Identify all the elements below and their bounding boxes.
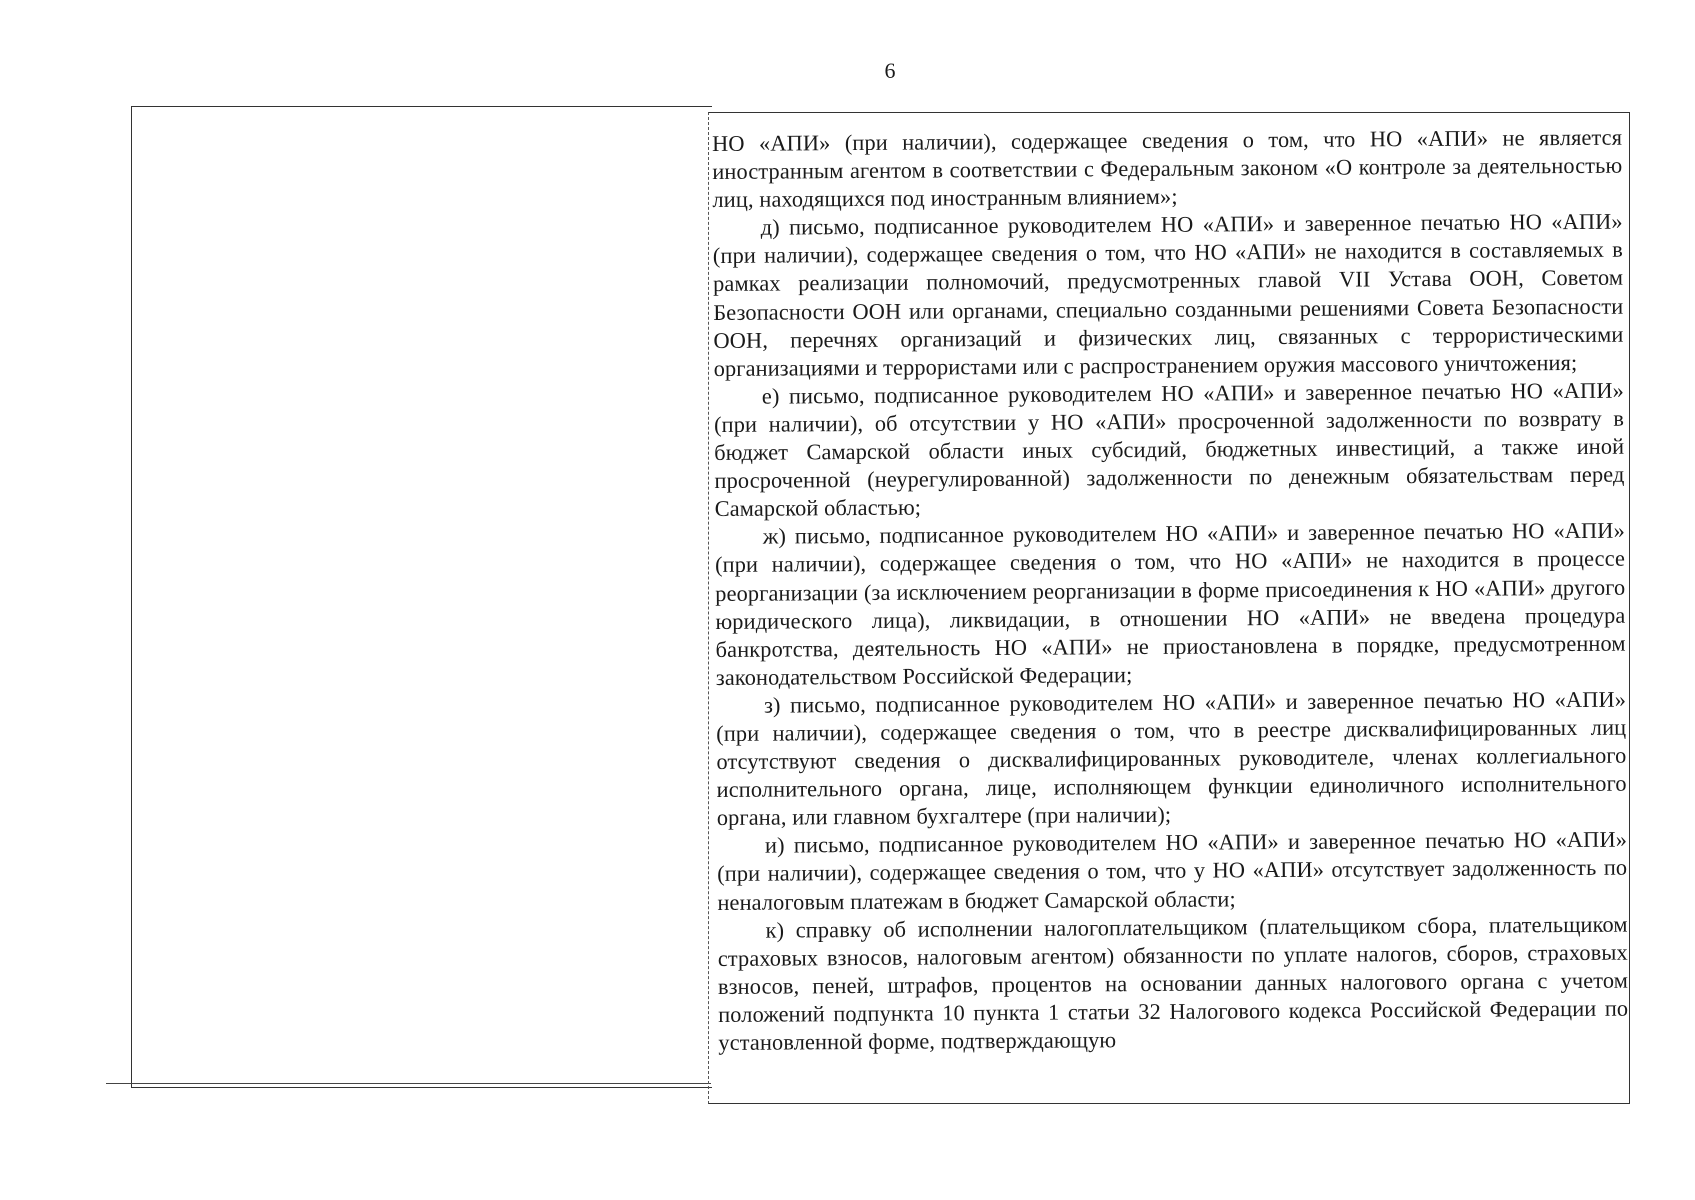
left-frame-bottom-line [106, 1083, 711, 1084]
document-body [712, 124, 1628, 1057]
paragraph-e: е) письмо, подписанное руководителем НО «АПИ» и заверенное печатью НО «АПИ» (при наличии), об отсутствии у НО «АПИ» просроченной задолженности по возврату в бюджет Самарской области иных субсидий, бюджетных инвестиций, а также иной просроченной (неурегулированной) задолженности по денежным обязательствам перед Самарской областью; [713, 377, 1625, 522]
paragraph-z: з) письмо, подписанное руководителем НО «АПИ» и заверенное печатью НО «АПИ» (при наличии), содержащее сведения о том, что в реестре дисквалифицированных лиц отсутствуют сведения о дисквалифицированных руководителе, членах коллегиального исполнительного органа, лице, исполняющем функции единоличного исполнительного органа, или главном бухгалтере (при наличии); [716, 686, 1627, 831]
paragraph-d: д) письмо, подписанное руководителем НО «АПИ» и заверенное печатью НО «АПИ» (при наличии), содержащее сведения о том, что НО «АПИ» не находится в составляемых в рамках реализации полномочий, предусмотренных главой VII Устава ООН, Советом Безопасности ООН или органами, специально созданными решениями Совета Безопасности ООН, перечнях организаций и физических лиц, связанных с террористическими организациями и террористами или с распространением оружия массового уничтожения; [712, 208, 1624, 381]
paragraph-i: и) письмо, подписанное руководителем НО «АПИ» и заверенное печатью НО «АПИ» (при наличии), содержащее сведения о том, что у НО «АПИ» отсутствует задолженность по неналоговым платежам в бюджет Самарской области; [717, 826, 1628, 915]
paragraph-continuation: НО «АПИ» (при наличии), содержащее сведения о том, что НО «АПИ» не является иностранным агентом в соответствии с Федеральным законом «О контроле за деятельностью лиц, находящихся под иностранным влиянием»; [712, 124, 1623, 213]
left-empty-frame [131, 106, 712, 1088]
page-number: 6 [884, 58, 896, 83]
paragraph-k: к) справку об исполнении налогоплательщиком (плательщиком сбора, плательщиком страховых взносов, налоговым агентом) обязанности по уплате налогов, сборов, страховых взносов, пеней, штрафов, процентов на основании данных налогового органа с учетом положений подпункта 10 пункта 1 статьи 32 Налогового кодекса Российской Федерации по установленной форме, подтверждающую [717, 911, 1629, 1055]
paragraph-zh: ж) письмо, подписанное руководителем НО «АПИ» и заверенное печатью НО «АПИ» (при наличии), содержащее сведения о том, что НО «АПИ» не находится в процессе реорганизации (за исключением реорганизации в форме присоединения к НО «АПИ» другого юридического лица), ликвидации, в отношении НО «АПИ» не введена процедура банкротства, деятельность НО «АПИ» не приостановлена в порядке, предусмотренном законодательством Российской Федерации; [714, 517, 1626, 690]
